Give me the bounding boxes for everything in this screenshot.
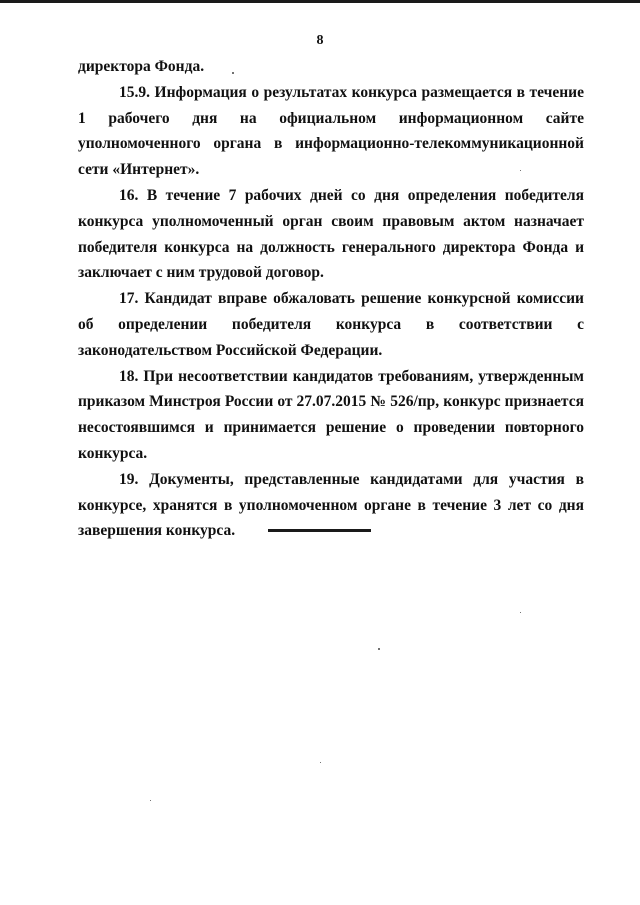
paragraph-16: 16. В течение 7 рабочих дней со дня определения победителя конкурса уполномоченный орган своим правовым актом назначает победителя конкурса на должность генерального директора Фонда и заключает с ним трудовой договор. (78, 186, 584, 282)
scan-speck (150, 800, 151, 801)
scan-speck (378, 648, 380, 650)
page-number: 8 (316, 33, 324, 48)
top-border-line (0, 0, 640, 3)
document-body (78, 54, 584, 544)
scan-speck (232, 72, 234, 74)
paragraph-17: 17. Кандидат вправе обжаловать решение конкурсной комиссии об определении победителя конкурса в соответствии с законодательством Российской Федерации. (78, 290, 584, 359)
paragraph-19: 19. Документы, представленные кандидатами для участия в конкурсе, хранятся в уполномоченном органе в течение 3 лет со дня завершения конкурса. (78, 470, 584, 540)
scan-speck (520, 170, 521, 171)
paragraph-continuation: директора Фонда. (78, 58, 205, 75)
paragraph-18: 18. При несоответствии кандидатов требованиям, утвержденным приказом Минстроя России от 27.07.2015 № 526/пр, конкурс признается несостоявшимся и принимается решение о проведении повторного конкурса. (78, 367, 584, 462)
end-of-document-line (268, 529, 371, 532)
scan-speck (520, 612, 521, 613)
paragraph-15-9: 15.9. Информация о результатах конкурса размещается в течение 1 рабочего дня на официальном информационном сайте уполномоченного органа в информационно-телекоммуникационной сети «Интернет». (78, 83, 584, 179)
scan-speck (320, 762, 321, 763)
